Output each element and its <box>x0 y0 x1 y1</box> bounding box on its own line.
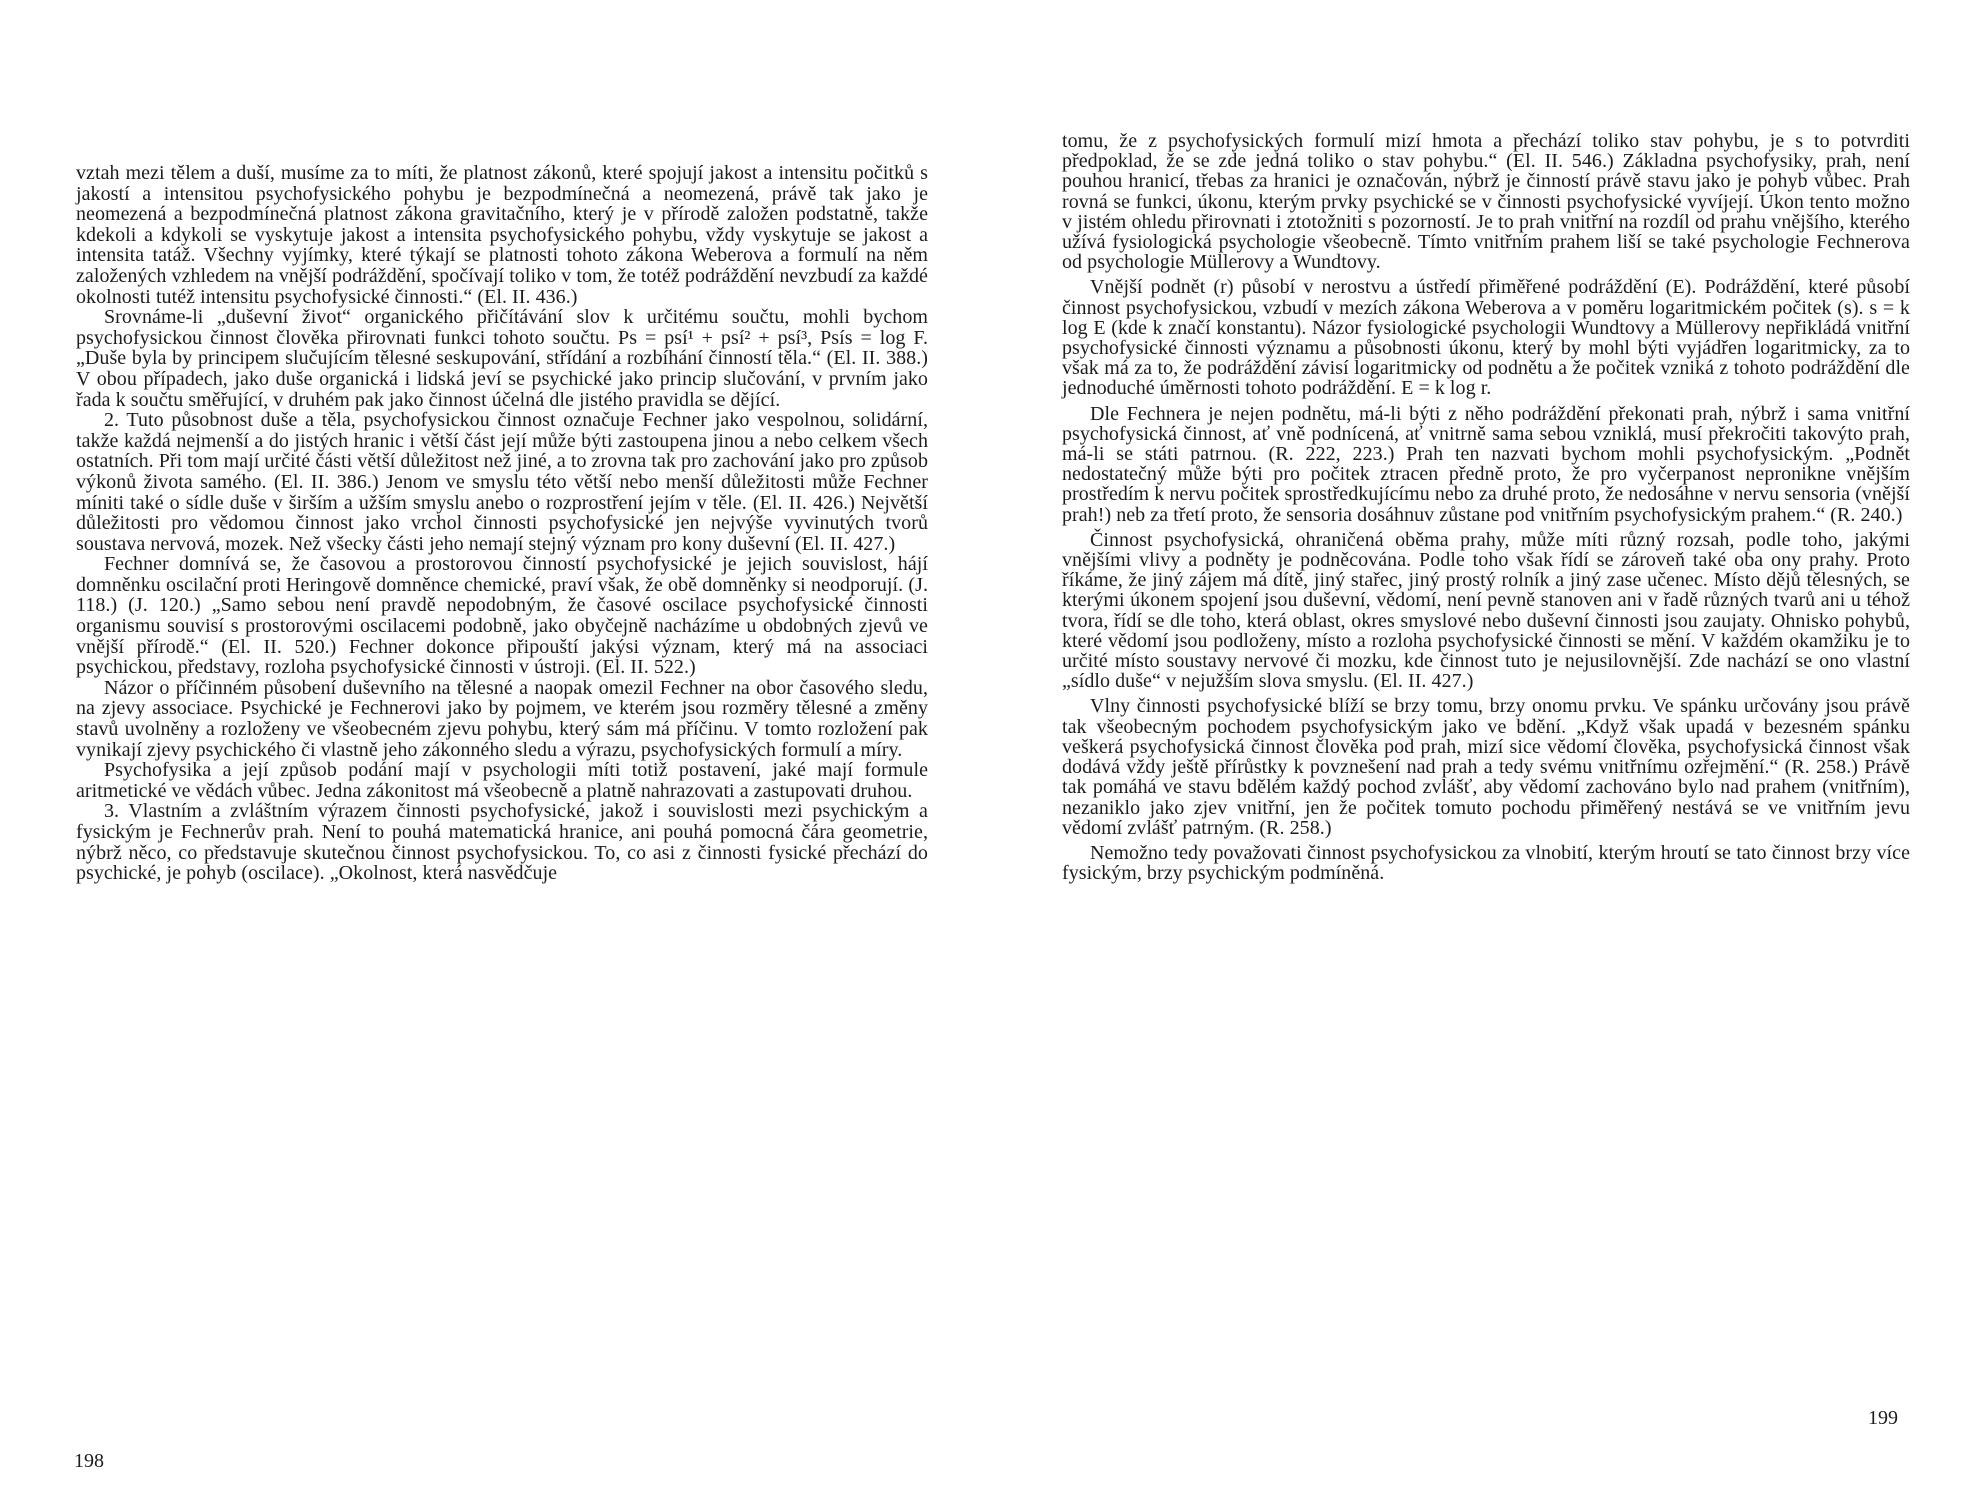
paragraph: Psychofysika a její způsob podání mají v psychologii míti totiž postavení, jaké mají formule aritmetické ve vědách vůbec. Jedna zákonitost má všeobecně a platně nahrazovati a zastupovati druhou. <box>76 759 928 802</box>
paragraph: Vnější podnět (r) působí v nerostvu a ústředí přiměřené podráždění (E). Podráždění, které působí činnost psychofysickou, vzbudí v mezích zákona Weberova a v poměru logaritmickém počitek (s). s = k log E (kde k značí konstantu). Názor fysiologické psychologii Wundtovy a Müllerovy nepřikládá vnitřní psychofysické činnosti významu a působnosti úkonu, který by mohl býti vyjádřen logaritmicky, za to však má za to, že podráždění závisí logaritmicky od podnětu a že počitek vzniká z tohoto podráždění dle jednoduché úměrnosti tohoto podráždění. E = k log r. <box>1062 276 1910 400</box>
right-page <box>1062 131 1910 883</box>
page-number-right: 199 <box>1868 1407 1898 1429</box>
paragraph: 2. Tuto působnost duše a těla, psychofysickou činnost označuje Fechner jako vespolnou, solidární, takže každá nejmenší a do jistých hranic i větší část její může býti zastoupena jinou a nebo celkem všech ostatních. Při tom mají určité části větší důležitost než jiné, a to zrovna tak pro zachování jako pro způsob výkonů života samého. (El. II. 386.) Jenom ve smyslu této větší nebo menší důležitosti může Fechner míniti také o sídle duše v širším a užším smyslu anebo o rozprostření jejím v těle. (El. II. 426.) Největší důležitosti pro vědomou činnost jako vrchol činnosti psychofysické jen nejvýše vyvinutých tvorů soustava nervová, mozek. Než všecky části jeho nemají stejný význam pro kony duševní (El. II. 427.) <box>76 409 928 555</box>
paragraph: tomu, že z psychofysických formulí mizí hmota a přechází toliko stav pohybu, je s to potvrditi předpoklad, že se zde jedná toliko o stav pohybu.“ (El. II. 546.) Základna psychofysiky, prah, není pouhou hranicí, třebas za hranici je označován, nýbrž je činností právě stavu jako je pohyb vůbec. Prah rovná se funkci, úkonu, kterým prvky psychické se v činnosti psychofysické vyvíjejí. Úkon tento možno v jistém ohledu přirovnati i ztotožniti s pozorností. Je to prah vnitřní na rozdíl od prahu vnějšího, kterého užívá fysiologická psychologie všeobecně. Tímto vnitřním prahem liší se také psychologie Fechnerova od psychologie Müllerovy a Wundtovy. <box>1062 130 1910 274</box>
page-number-left: 198 <box>74 1450 104 1472</box>
paragraph: Fechner domnívá se, že časovou a prostorovou činností psychofysické je jejich souvislost, hájí domněnku oscilační proti Heringově domněnce chemické, praví však, že obě domněnky si neodporují. (J. 118.) (J. 120.) „Samo sebou není pravdě nepodobným, že časové oscilace psychofysické činnosti organismu souvisí s prostorovými oscilacemi podobně, jako obyčejně nacházíme u obdobných zjevů ve vnější přírodě.“ (El. II. 520.) Fechner dokonce připouští jakýsi význam, který má na associaci psychickou, představy, rozloha psychofysické činnosti v ústroji. (El. II. 522.) <box>76 553 928 679</box>
paragraph: Dle Fechnera je nejen podnětu, má-li býti z něho podráždění překonati prah, nýbrž i sama vnitřní psychofysická činnost, ať vně podnícená, ať vnitrně sama sebou vzniklá, musí překročiti takovýto prah, má-li se státi patrnou. (R. 222, 223.) Prah ten nazvati bychom mohli psychofysickým. „Podnět nedostatečný může býti pro počitek ztracen předně proto, že pro vyčerpanost nepronikne vnějším prostředím k nervu počitek sprostředkujícímu nebo za druhé proto, že nedosáhne v nervu sensoria (vnější prah!) neb za třetí proto, že sensoria dosáhnuv zůstane pod vnitřním psychofysickým prahem.“ (R. 240.) <box>1062 402 1910 526</box>
paragraph: vztah mezi tělem a duší, musíme za to míti, že platnost zákonů, které spojují jakost a intensitu počitků s jakostí a intensitou psychofysického pohybu je bezpodmínečná a neomezená, právě tak jako je neomezená a bezpodmínečná platnost zákona gravitačního, který je v přírodě založen podstatně, takže kdekoli a kdykoli se vyskytuje jakost a intensita psychofysického pohybu, vždy vyskytuje se jakost a intensita tatáž. Všechny vyjímky, které týkají se platnosti tohoto zákona Weberova a formulí na něm založených vzhledem na vnější podráždění, spočívají toliko v tom, že totéž podráždění nevzbudí za každé okolnosti tutéž intensitu psychofysické činnosti.“ (El. II. 436.) <box>76 162 928 308</box>
paragraph: 3. Vlastním a zvláštním výrazem činnosti psychofysické, jakož i souvislosti mezi psychickým a fysickým je Fechnerův prah. Není to pouhá matematická hranice, ani pouhá pomocná čára geometrie, nýbrž něco, co představuje skutečnou činnost psychofysickou. To, co asi z činnosti fysické přechází do psychické, je pohyb (oscilace). „Okolnost, která nasvědčuje <box>76 800 928 885</box>
left-page <box>76 163 928 884</box>
paragraph: Srovnáme-li „duševní život“ organického přičítávání slov k určitému součtu, mohli bychom psychofysickou činnost člověka přirovnati funkci tohoto součtu. Ps = psí¹ + psí² + psí³, Psís = log F. „Duše byla by principem slučujícím tělesné seskupování, střídání a rozbíhání činností těla.“ (El. II. 388.) V obou případech, jako duše organická i lidská jeví se psychické jako princip slučování, v prvním jako řada k součtu směřující, v druhém pak jako činnost účelná dle jistého pravidla se dějící. <box>76 306 928 411</box>
paragraph: Názor o příčinném působení duševního na tělesné a naopak omezil Fechner na obor časového sledu, na zjevy associace. Psychické je Fechnerovi jako by pojmem, ve kterém jsou rozměry tělesné a změny stavů uvolněny a rozloženy ve všeobecném zjevu pohybu, který sám má příčinu. V tomto rozložení pak vynikají zjevy psychického či vlastně jeho zákonného sledu a výrazu, psychofysických formulí a míry. <box>76 676 928 761</box>
paragraph: Nemožno tedy považovati činnost psychofysickou za vlnobití, kterým hroutí se tato činnost brzy více fysickým, brzy psychickým podmíněná. <box>1062 841 1910 885</box>
paragraph: Činnost psychofysická, ohraničená oběma prahy, může míti různý rozsah, podle toho, jakými vnějšími vlivy a podněty je podněcována. Podle toho však řídí se zároveň také oba ony prahy. Proto říkáme, že jiný zájem má dítě, jiný stařec, jiný prostý rolník a jiný zase učenec. Místo dějů tělesných, se kterými úkonem spojení jsou duševní, vědomí, není pevně stanoven ani v řadě různých tvarů ani u téhož tvora, řídí se dle toho, která oblast, okres smyslové nebo duševní činnosti jsou zaujaty. Ohnisko pohybů, které vědomí jsou podloženy, místo a rozloha psychofysické činnosti se mění. V každém okamžiku je to určité místo soustavy nervové či mozku, kde činnost tuto je nejusilovnější. Zde nachází se ono vlastní „sídlo duše“ v nejužším slova smyslu. (El. II. 427.) <box>1062 528 1910 693</box>
paragraph: Vlny činnosti psychofysické blíží se brzy tomu, brzy onomu prvku. Ve spánku určovány jsou právě tak všeobecným pochodem psychofysickým jako ve bdění. „Když však upadá v bezesném spánku veškerá psychofysická činnost člověka pod prah, mizí sice vědomí člověka, psychofysická činnost však dodává vždy ještě přírůstky k povznešení nad prah a tedy svému vnitřnímu ozřejmění.“ (R. 258.) Právě tak pomáhá ve stavu bdělém každý pochod zvlášť, aby vědomí zachováno bylo nad prahem (vnitřním), nezaniklo jako zjev vnitřní, jen že počitek tomuto pochodu přiměřený nestává se ve vnitřním jevu vědomí zvlášť patrným. (R. 258.) <box>1062 695 1910 839</box>
